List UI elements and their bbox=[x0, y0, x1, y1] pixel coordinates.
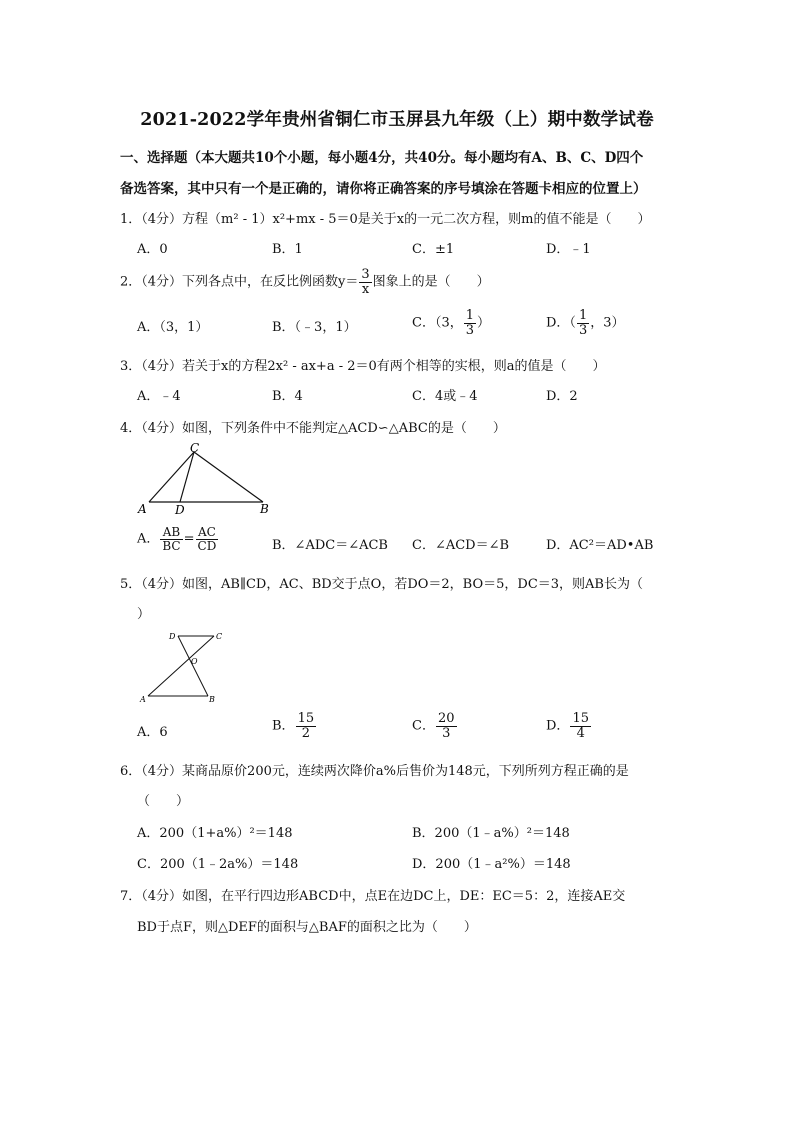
q2-option-b: B．（﹣3，1） bbox=[272, 320, 357, 335]
q1-option-c: C．±1 bbox=[412, 242, 455, 257]
q4-option-b: B．∠ADC＝∠ACB bbox=[272, 538, 388, 553]
page-title: 2021-2022学年贵州省铜仁市玉屏县九年级（上）期中数学试卷 bbox=[140, 110, 654, 130]
q3-option-d: D．2 bbox=[546, 389, 578, 404]
question-5-line1: 5．（4分）如图，AB∥CD，AC、BD交于点O，若DO＝2，BO＝5，DC＝3，则AB长为（ bbox=[120, 577, 643, 592]
q5-option-a: A．6 bbox=[137, 725, 168, 740]
question-7-line2: BD于点F，则△DEF的面积与△BAF的面积之比为（ ） bbox=[137, 920, 477, 935]
q2-frac-num: 3 bbox=[361, 267, 370, 282]
q2-fraction bbox=[359, 268, 371, 296]
q4-label-a: A bbox=[138, 502, 147, 516]
q1-option-b: B．1 bbox=[272, 242, 303, 257]
q4-triangle-figure bbox=[136, 440, 276, 516]
q5-option-d: D． $\frac{15}{4}$ bbox=[546, 711, 589, 741]
q3-option-a: A．﹣4 bbox=[137, 389, 181, 404]
question-4-text: 4．（4分）如图，下列条件中不能判定△ACD∽△ABC的是（ ） bbox=[120, 421, 506, 436]
q4-label-d: D bbox=[175, 503, 185, 517]
q3-option-c: C．4或﹣4 bbox=[412, 389, 478, 404]
section-heading-line2: 备选答案，其中只有一个是正确的，请你将正确答案的序号填涂在答题卡相应的位置上） bbox=[120, 181, 647, 197]
q4-label-b: B bbox=[260, 502, 269, 516]
question-6-line1: 6．（4分）某商品原价200元，连续两次降价a%后售价为148元，下列所列方程正确的是 bbox=[120, 764, 629, 779]
question-7-line1: 7．（4分）如图，在平行四边形ABCD中，点E在边DC上，DE：EC＝5：2，连接AE交 bbox=[120, 889, 626, 904]
q4-option-a: A． $\frac{AB}{BC}$ = $\frac{AC}{CD}$ bbox=[137, 525, 217, 553]
q5-label-b: B bbox=[209, 695, 215, 704]
q5-option-b: B． $\frac{15}{2}$ bbox=[272, 711, 315, 741]
q6-option-c: C．200（1﹣2a%）＝148 bbox=[137, 857, 299, 872]
question-3-text: 3．（4分）若关于x的方程2x² - ax+a - 2＝0有两个相等的实根，则a的值是（ ） bbox=[120, 359, 606, 374]
q2-text-before: 2．（4分）下列各点中，在反比例函数y＝ bbox=[120, 274, 359, 290]
q4-option-d: D．AC²＝AD•AB bbox=[546, 538, 654, 553]
q1-option-d: D．﹣1 bbox=[546, 242, 591, 257]
question-6-line2: （ ） bbox=[137, 794, 190, 809]
question-1-text: 1．（4分）方程（m² - 1）x²+mx - 5＝0是关于x的一元二次方程，则m的值不能是（ ） bbox=[120, 212, 651, 227]
q5-label-o: O bbox=[191, 657, 198, 666]
question-2-text bbox=[120, 268, 490, 296]
q2-frac-den: x bbox=[361, 281, 370, 297]
question-5-line2: ） bbox=[137, 607, 151, 622]
q6-option-a: A．200（1+a%）²＝148 bbox=[137, 826, 293, 841]
q5-label-a: A bbox=[140, 695, 146, 704]
q5-figure bbox=[138, 628, 228, 708]
q3-option-b: B．4 bbox=[272, 389, 303, 404]
q6-option-d: D．200（1﹣a²%）＝148 bbox=[412, 857, 571, 872]
q5-label-d: D bbox=[169, 632, 176, 641]
q1-option-a: A．0 bbox=[137, 242, 168, 257]
q5-option-c: C． $\frac{20}{3}$ bbox=[412, 711, 455, 741]
q5-label-c: C bbox=[216, 632, 223, 641]
q2-option-c: C．（3， $\frac{1}{3}$ ） bbox=[412, 308, 491, 338]
q2-option-d: D．（ $\frac{1}{3}$ ，3） bbox=[546, 308, 625, 338]
q4-label-c: C bbox=[190, 441, 200, 455]
q2-text-after: 图象上的是（ ） bbox=[372, 274, 490, 290]
q6-option-b: B．200（1﹣a%）²＝148 bbox=[412, 826, 570, 841]
section-heading-line1: 一、选择题（本大题共10个小题，每小题4分，共40分。每小题均有A、B、C、D四个 bbox=[120, 150, 644, 166]
q2-option-a: A．（3，1） bbox=[137, 320, 209, 335]
q4-option-c: C．∠ACD＝∠B bbox=[412, 538, 510, 553]
